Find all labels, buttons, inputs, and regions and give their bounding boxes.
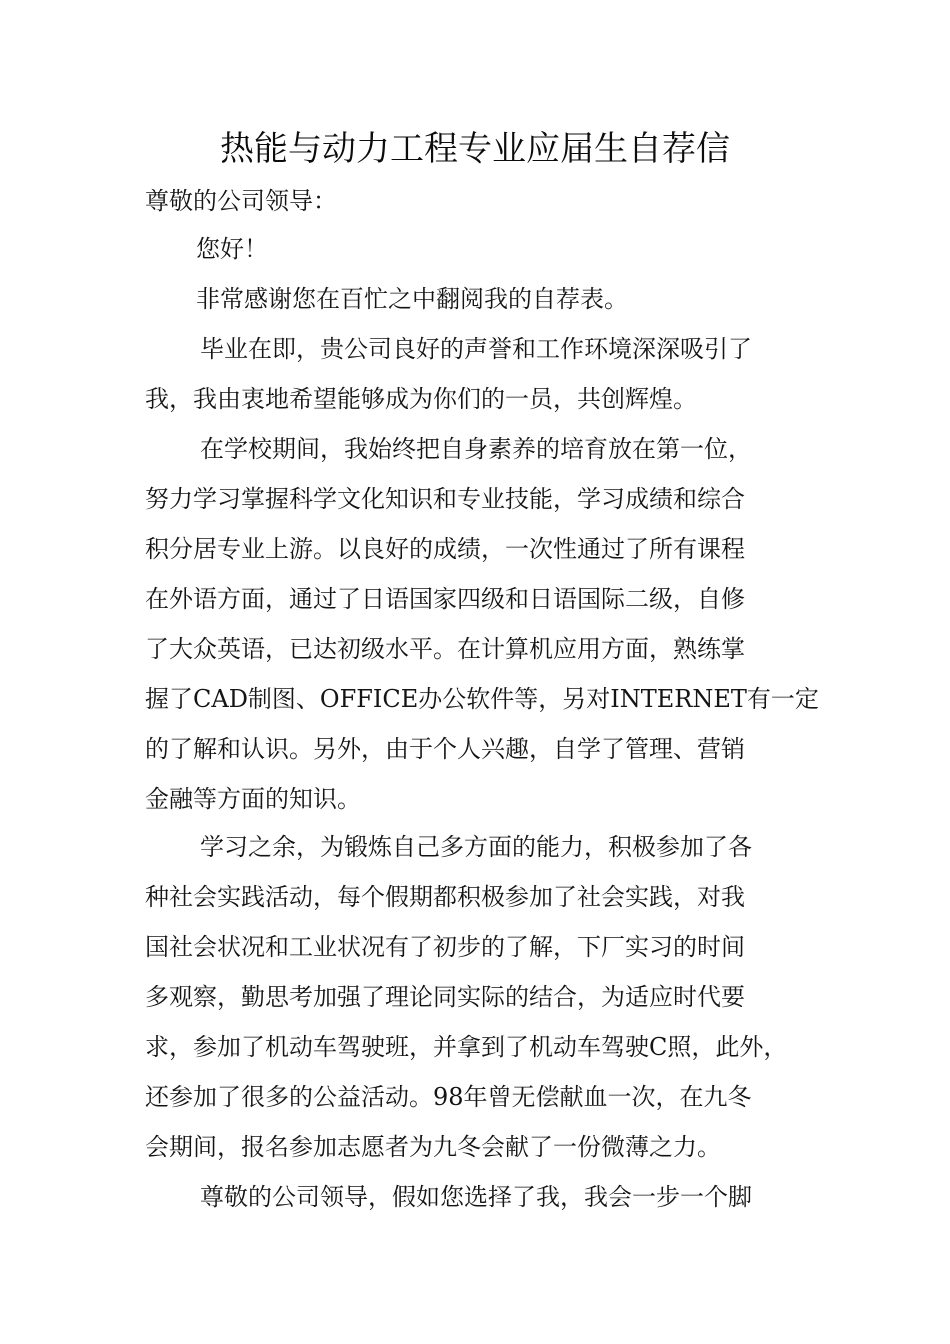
body-line: 多观察，勤思考加强了理论同实际的结合，为适应时代要	[145, 983, 745, 1011]
body-line: 的了解和认识。另外，由于个人兴趣，自学了管理、营销	[145, 735, 745, 763]
body-line: 求，参加了机动车驾驶班，并拿到了机动车驾驶C照，此外，	[145, 1033, 788, 1061]
body-line: 国社会状况和工业状况有了初步的了解，下厂实习的时间	[145, 933, 745, 961]
body-line: 努力学习掌握科学文化知识和专业技能，学习成绩和综合	[145, 485, 745, 513]
greeting: 您好！	[196, 235, 268, 263]
salutation: 尊敬的公司领导：	[145, 187, 337, 215]
body-line: 毕业在即，贵公司良好的声誉和工作环境深深吸引了	[200, 335, 752, 363]
body-line: 握了CAD制图、OFFICE办公软件等，另对INTERNET有一定	[145, 685, 819, 713]
body-line: 在学校期间，我始终把自身素养的培育放在第一位，	[200, 435, 752, 463]
body-line: 还参加了很多的公益活动。98年曾无偿献血一次，在九冬	[145, 1083, 752, 1111]
body-line: 积分居专业上游。以良好的成绩，一次性通过了所有课程	[145, 535, 745, 563]
document-title: 热能与动力工程专业应届生自荐信	[220, 129, 730, 169]
body-line: 了大众英语，已达初级水平。在计算机应用方面，熟练掌	[145, 635, 745, 663]
body-line: 学习之余，为锻炼自己多方面的能力，积极参加了各	[200, 833, 752, 861]
body-line: 我，我由衷地希望能够成为你们的一员，共创辉煌。	[145, 385, 697, 413]
body-line: 非常感谢您在百忙之中翻阅我的自荐表。	[196, 285, 628, 313]
body-line: 金融等方面的知识。	[145, 785, 361, 813]
body-line: 种社会实践活动，每个假期都积极参加了社会实践，对我	[145, 883, 745, 911]
body-line: 尊敬的公司领导，假如您选择了我，我会一步一个脚	[200, 1183, 752, 1211]
body-line: 会期间，报名参加志愿者为九冬会献了一份微薄之力。	[145, 1133, 721, 1161]
body-line: 在外语方面，通过了日语国家四级和日语国际二级，自修	[145, 585, 745, 613]
